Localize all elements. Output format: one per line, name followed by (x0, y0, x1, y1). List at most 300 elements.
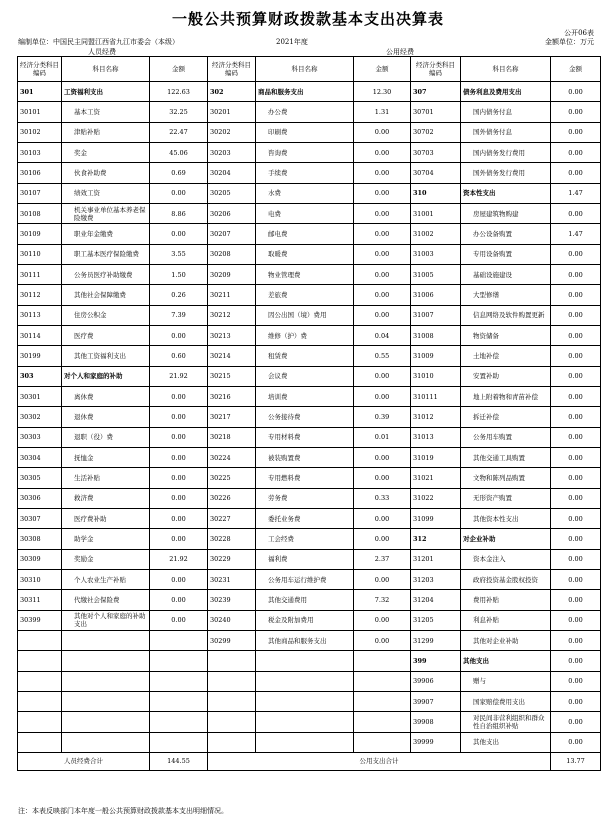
item-code: 31003 (411, 244, 461, 264)
item-code: 30227 (208, 508, 256, 528)
item-name: 租赁费 (256, 346, 354, 366)
table-row (18, 346, 601, 366)
item-name: 赠与 (461, 671, 551, 691)
item-name: 无形资产购置 (461, 488, 551, 508)
item-amount: 0.26 (150, 285, 208, 305)
item-code: 30240 (208, 610, 256, 630)
compiling-unit: 编制单位：中国民主同盟江西省九江市委会（本级） (18, 38, 179, 46)
item-code: 30199 (18, 346, 62, 366)
item-code: 30203 (208, 142, 256, 162)
item-amount: 0.00 (354, 163, 411, 183)
item-code: 30204 (208, 163, 256, 183)
item-amount: 1.31 (354, 102, 411, 122)
item-name: 资本性支出 (461, 183, 551, 203)
item-code (208, 671, 256, 691)
amount-unit: 金额单位：万元 (545, 38, 594, 46)
item-code: 31204 (411, 590, 461, 610)
item-code: 301 (18, 82, 62, 102)
table-row (18, 285, 601, 305)
item-amount: 0.00 (150, 407, 208, 427)
item-name: 办公费 (256, 102, 354, 122)
item-name: 专用设备购置 (461, 244, 551, 264)
item-amount: 0.00 (354, 224, 411, 244)
item-code: 30310 (18, 569, 62, 589)
item-amount: 0.00 (354, 203, 411, 223)
item-code: 30226 (208, 488, 256, 508)
item-amount: 0.00 (551, 285, 601, 305)
item-name: 大型修缮 (461, 285, 551, 305)
table-row (18, 447, 601, 467)
item-amount: 0.55 (354, 346, 411, 366)
item-code: 31021 (411, 468, 461, 488)
item-name: 邮电费 (256, 224, 354, 244)
item-name: 津贴补贴 (62, 122, 150, 142)
item-amount: 7.39 (150, 305, 208, 325)
personnel-total-label: 人员经费合计 (18, 752, 150, 770)
table-row (18, 163, 601, 183)
table-row (18, 630, 601, 650)
totals-row (18, 752, 601, 770)
table-row (18, 691, 601, 711)
item-amount: 0.01 (354, 427, 411, 447)
item-amount: 0.33 (354, 488, 411, 508)
table-row (18, 590, 601, 610)
item-amount: 0.00 (551, 549, 601, 569)
item-amount: 0.00 (551, 82, 601, 102)
item-amount: 32.25 (150, 102, 208, 122)
item-amount: 0.00 (551, 691, 601, 711)
item-amount: 0.00 (354, 142, 411, 162)
page-title: 一般公共预算财政拨款基本支出决算表 (171, 10, 444, 28)
item-name: 物业管理费 (256, 264, 354, 284)
item-code: 30702 (411, 122, 461, 142)
table-row (18, 468, 601, 488)
item-amount: 0.00 (354, 508, 411, 528)
header-name: 科目名称 (62, 57, 150, 82)
item-name (256, 691, 354, 711)
public-total-value: 13.77 (551, 752, 601, 770)
item-code: 30701 (411, 102, 461, 122)
item-name: 其他社会保障缴费 (62, 285, 150, 305)
item-code: 30216 (208, 386, 256, 406)
item-amount (150, 712, 208, 732)
item-amount (354, 651, 411, 671)
item-amount: 0.00 (551, 508, 601, 528)
table-row (18, 264, 601, 284)
item-amount: 0.00 (150, 325, 208, 345)
item-name (256, 651, 354, 671)
item-amount: 0.00 (354, 610, 411, 630)
table-row (18, 224, 601, 244)
item-name: 商品和服务支出 (256, 82, 354, 102)
item-amount: 0.00 (551, 569, 601, 589)
item-name: 维修（护）费 (256, 325, 354, 345)
header-code: 经济分类科目编码 (18, 57, 62, 82)
item-name: 离休费 (62, 386, 150, 406)
item-code: 30301 (18, 386, 62, 406)
item-name: 其他工资福利支出 (62, 346, 150, 366)
item-amount: 1.50 (150, 264, 208, 284)
item-amount: 0.00 (551, 590, 601, 610)
item-code: 30103 (18, 142, 62, 162)
item-amount: 0.00 (551, 264, 601, 284)
item-code: 31002 (411, 224, 461, 244)
item-code: 30101 (18, 102, 62, 122)
item-code: 30704 (411, 163, 461, 183)
item-amount: 0.00 (551, 142, 601, 162)
item-code: 302 (208, 82, 256, 102)
item-amount: 0.00 (551, 305, 601, 325)
item-code: 30305 (18, 468, 62, 488)
table-row (18, 325, 601, 345)
item-amount: 0.00 (551, 488, 601, 508)
item-code: 31012 (411, 407, 461, 427)
item-amount: 8.86 (150, 203, 208, 223)
item-name: 被装购置费 (256, 447, 354, 467)
item-name: 职业年金缴费 (62, 224, 150, 244)
table-row (18, 102, 601, 122)
item-name (62, 712, 150, 732)
item-name: 物资储备 (461, 325, 551, 345)
item-amount: 122.63 (150, 82, 208, 102)
item-code: 30102 (18, 122, 62, 142)
item-amount: 0.00 (551, 102, 601, 122)
item-code: 30311 (18, 590, 62, 610)
item-amount (150, 651, 208, 671)
table-row (18, 508, 601, 528)
header-code: 经济分类科目编码 (411, 57, 461, 82)
personnel-total-value: 144.55 (150, 752, 208, 770)
item-amount: 0.00 (551, 610, 601, 630)
item-amount: 0.00 (551, 407, 601, 427)
expenditure-table (17, 56, 601, 771)
item-name: 土地补偿 (461, 346, 551, 366)
item-amount: 0.39 (354, 407, 411, 427)
item-code: 30108 (18, 203, 62, 223)
item-code: 30703 (411, 142, 461, 162)
item-code: 30214 (208, 346, 256, 366)
item-code: 31008 (411, 325, 461, 345)
item-name: 其他交通工具购置 (461, 447, 551, 467)
section-personnel-label: 人员经费 (88, 48, 116, 56)
item-code: 30206 (208, 203, 256, 223)
item-amount: 0.00 (551, 468, 601, 488)
item-amount: 0.00 (354, 529, 411, 549)
item-name: 基本工资 (62, 102, 150, 122)
item-code: 31019 (411, 447, 461, 467)
item-amount: 0.00 (354, 386, 411, 406)
item-name: 专用燃料费 (256, 468, 354, 488)
table-row (18, 244, 601, 264)
item-name: 代缴社会保险费 (62, 590, 150, 610)
fiscal-year: 2021年度 (276, 38, 308, 46)
item-code (18, 712, 62, 732)
item-name: 绩效工资 (62, 183, 150, 203)
item-name: 奖金 (62, 142, 150, 162)
item-code (18, 691, 62, 711)
item-name: 国内债务发行费用 (461, 142, 551, 162)
item-amount: 0.00 (354, 366, 411, 386)
item-amount: 0.00 (150, 529, 208, 549)
header-amount: 金额 (551, 57, 601, 82)
item-amount: 0.00 (354, 569, 411, 589)
item-code: 30207 (208, 224, 256, 244)
table-row (18, 122, 601, 142)
item-name: 国家赔偿费用支出 (461, 691, 551, 711)
table-row (18, 183, 601, 203)
item-name: 办公设备购置 (461, 224, 551, 244)
item-amount: 0.00 (551, 732, 601, 752)
section-public-label: 公用经费 (386, 48, 414, 56)
item-code (18, 732, 62, 752)
item-code: 30109 (18, 224, 62, 244)
item-code: 31010 (411, 366, 461, 386)
item-code (18, 671, 62, 691)
item-code: 30213 (208, 325, 256, 345)
item-name: 国外债务发行费用 (461, 163, 551, 183)
item-code: 30302 (18, 407, 62, 427)
header-name: 科目名称 (461, 57, 551, 82)
item-name: 工资福利支出 (62, 82, 150, 102)
item-name: 其他商品和服务支出 (256, 630, 354, 650)
item-amount: 0.00 (150, 447, 208, 467)
item-amount: 0.00 (354, 244, 411, 264)
item-code: 30304 (18, 447, 62, 467)
item-name: 其他支出 (461, 651, 551, 671)
item-name: 税金及附加费用 (256, 610, 354, 630)
table-row (18, 610, 601, 630)
item-code: 30308 (18, 529, 62, 549)
item-name: 利息补贴 (461, 610, 551, 630)
item-amount: 0.00 (150, 590, 208, 610)
item-code (208, 691, 256, 711)
item-amount (354, 671, 411, 691)
table-row (18, 82, 601, 102)
item-code: 30399 (18, 610, 62, 630)
item-amount: 0.00 (150, 224, 208, 244)
item-code: 31201 (411, 549, 461, 569)
item-code: 39906 (411, 671, 461, 691)
item-name: 费用补贴 (461, 590, 551, 610)
item-code: 30107 (18, 183, 62, 203)
item-name: 退休费 (62, 407, 150, 427)
header-code: 经济分类科目编码 (208, 57, 256, 82)
table-row (18, 712, 601, 732)
item-code: 39907 (411, 691, 461, 711)
item-amount: 0.00 (150, 488, 208, 508)
item-amount: 0.00 (551, 366, 601, 386)
item-amount (150, 630, 208, 650)
item-amount: 0.00 (354, 447, 411, 467)
item-code: 30231 (208, 569, 256, 589)
item-amount: 0.00 (354, 264, 411, 284)
item-code: 31205 (411, 610, 461, 630)
item-name: 其他对企业补助 (461, 630, 551, 650)
item-code: 30215 (208, 366, 256, 386)
table-row (18, 142, 601, 162)
item-amount: 3.55 (150, 244, 208, 264)
item-name: 对企业补助 (461, 529, 551, 549)
item-code: 30218 (208, 427, 256, 447)
item-amount: 0.00 (354, 183, 411, 203)
item-amount (150, 671, 208, 691)
item-code: 30106 (18, 163, 62, 183)
item-amount: 0.00 (150, 386, 208, 406)
item-name (256, 671, 354, 691)
item-amount: 0.00 (150, 468, 208, 488)
item-code: 30202 (208, 122, 256, 142)
item-name (256, 712, 354, 732)
item-amount (354, 691, 411, 711)
item-name: 其他对个人和家庭的补助支出 (62, 610, 150, 630)
item-amount: 0.00 (551, 529, 601, 549)
item-name: 差旅费 (256, 285, 354, 305)
item-amount: 0.00 (150, 183, 208, 203)
header-amount: 金额 (354, 57, 411, 82)
table-row (18, 407, 601, 427)
item-code: 30212 (208, 305, 256, 325)
item-name: 医疗费 (62, 325, 150, 345)
item-amount (150, 691, 208, 711)
item-amount: 0.00 (551, 122, 601, 142)
item-amount: 0.69 (150, 163, 208, 183)
table-header-row (18, 57, 601, 82)
item-name: 资本金注入 (461, 549, 551, 569)
item-name: 工会经费 (256, 529, 354, 549)
item-code: 30211 (208, 285, 256, 305)
table-row (18, 651, 601, 671)
item-name: 公务用车购置 (461, 427, 551, 447)
item-code: 303 (18, 366, 62, 386)
item-code: 30205 (208, 183, 256, 203)
table-row (18, 203, 601, 223)
item-code (208, 712, 256, 732)
item-code: 30239 (208, 590, 256, 610)
item-amount: 0.00 (551, 244, 601, 264)
item-amount: 21.92 (150, 366, 208, 386)
item-amount (354, 732, 411, 752)
item-name: 专用材料费 (256, 427, 354, 447)
item-code: 31007 (411, 305, 461, 325)
item-code: 31013 (411, 427, 461, 447)
item-amount: 0.00 (551, 447, 601, 467)
item-amount: 0.00 (150, 569, 208, 589)
item-code: 30225 (208, 468, 256, 488)
header-amount: 金额 (150, 57, 208, 82)
item-name: 培训费 (256, 386, 354, 406)
item-code: 30112 (18, 285, 62, 305)
item-name: 奖励金 (62, 549, 150, 569)
item-amount (150, 732, 208, 752)
item-name: 国内债务付息 (461, 102, 551, 122)
item-name: 个人农业生产补贴 (62, 569, 150, 589)
item-name: 咨询费 (256, 142, 354, 162)
item-code: 31099 (411, 508, 461, 528)
table-row (18, 671, 601, 691)
item-amount: 0.00 (551, 712, 601, 732)
item-name: 取暖费 (256, 244, 354, 264)
item-name: 退职（役）费 (62, 427, 150, 447)
item-name: 电费 (256, 203, 354, 223)
item-code: 307 (411, 82, 461, 102)
item-name: 公务员医疗补助缴费 (62, 264, 150, 284)
item-code: 30209 (208, 264, 256, 284)
item-name: 其他资本性支出 (461, 508, 551, 528)
item-code: 30110 (18, 244, 62, 264)
item-name: 公务用车运行维护费 (256, 569, 354, 589)
item-code (208, 732, 256, 752)
item-name: 信息网络及软件购置更新 (461, 305, 551, 325)
item-code: 30228 (208, 529, 256, 549)
item-name: 债务利息及费用支出 (461, 82, 551, 102)
item-amount: 0.00 (551, 346, 601, 366)
item-code: 30201 (208, 102, 256, 122)
table-row (18, 549, 601, 569)
item-amount: 0.00 (354, 630, 411, 650)
item-code: 31009 (411, 346, 461, 366)
table-row (18, 366, 601, 386)
item-amount: 0.00 (551, 671, 601, 691)
item-code: 310111 (411, 386, 461, 406)
item-name: 公务接待费 (256, 407, 354, 427)
item-name: 拆迁补偿 (461, 407, 551, 427)
item-name: 安置补助 (461, 366, 551, 386)
item-code: 312 (411, 529, 461, 549)
item-amount: 0.60 (150, 346, 208, 366)
item-name: 对个人和家庭的补助 (62, 366, 150, 386)
item-name (62, 691, 150, 711)
item-code: 31005 (411, 264, 461, 284)
item-name: 印刷费 (256, 122, 354, 142)
table-row (18, 488, 601, 508)
item-code: 30113 (18, 305, 62, 325)
item-amount: 21.92 (150, 549, 208, 569)
table-row (18, 305, 601, 325)
item-amount: 0.00 (354, 305, 411, 325)
item-name: 其他支出 (461, 732, 551, 752)
item-amount: 7.32 (354, 590, 411, 610)
item-amount: 0.00 (551, 386, 601, 406)
form-number: 公开06表 (564, 29, 594, 37)
table-row (18, 386, 601, 406)
item-name: 抚恤金 (62, 447, 150, 467)
item-code: 31022 (411, 488, 461, 508)
item-amount: 0.00 (150, 427, 208, 447)
item-amount: 2.37 (354, 549, 411, 569)
item-name: 房屋建筑物购建 (461, 203, 551, 223)
item-code: 30224 (208, 447, 256, 467)
item-name (62, 651, 150, 671)
public-total-label: 公用支出合计 (208, 752, 551, 770)
item-name: 生活补贴 (62, 468, 150, 488)
item-code: 30309 (18, 549, 62, 569)
item-amount: 0.00 (551, 325, 601, 345)
item-name (62, 732, 150, 752)
item-code: 30307 (18, 508, 62, 528)
item-code: 30229 (208, 549, 256, 569)
item-name: 医疗费补助 (62, 508, 150, 528)
item-name: 对民间非营利组织和群众性自治组织补贴 (461, 712, 551, 732)
item-amount: 1.47 (551, 224, 601, 244)
item-code: 31203 (411, 569, 461, 589)
item-amount: 0.00 (354, 122, 411, 142)
item-code: 31299 (411, 630, 461, 650)
item-code: 39908 (411, 712, 461, 732)
item-name: 水费 (256, 183, 354, 203)
item-code (18, 651, 62, 671)
item-name: 福利费 (256, 549, 354, 569)
item-amount: 0.00 (551, 630, 601, 650)
